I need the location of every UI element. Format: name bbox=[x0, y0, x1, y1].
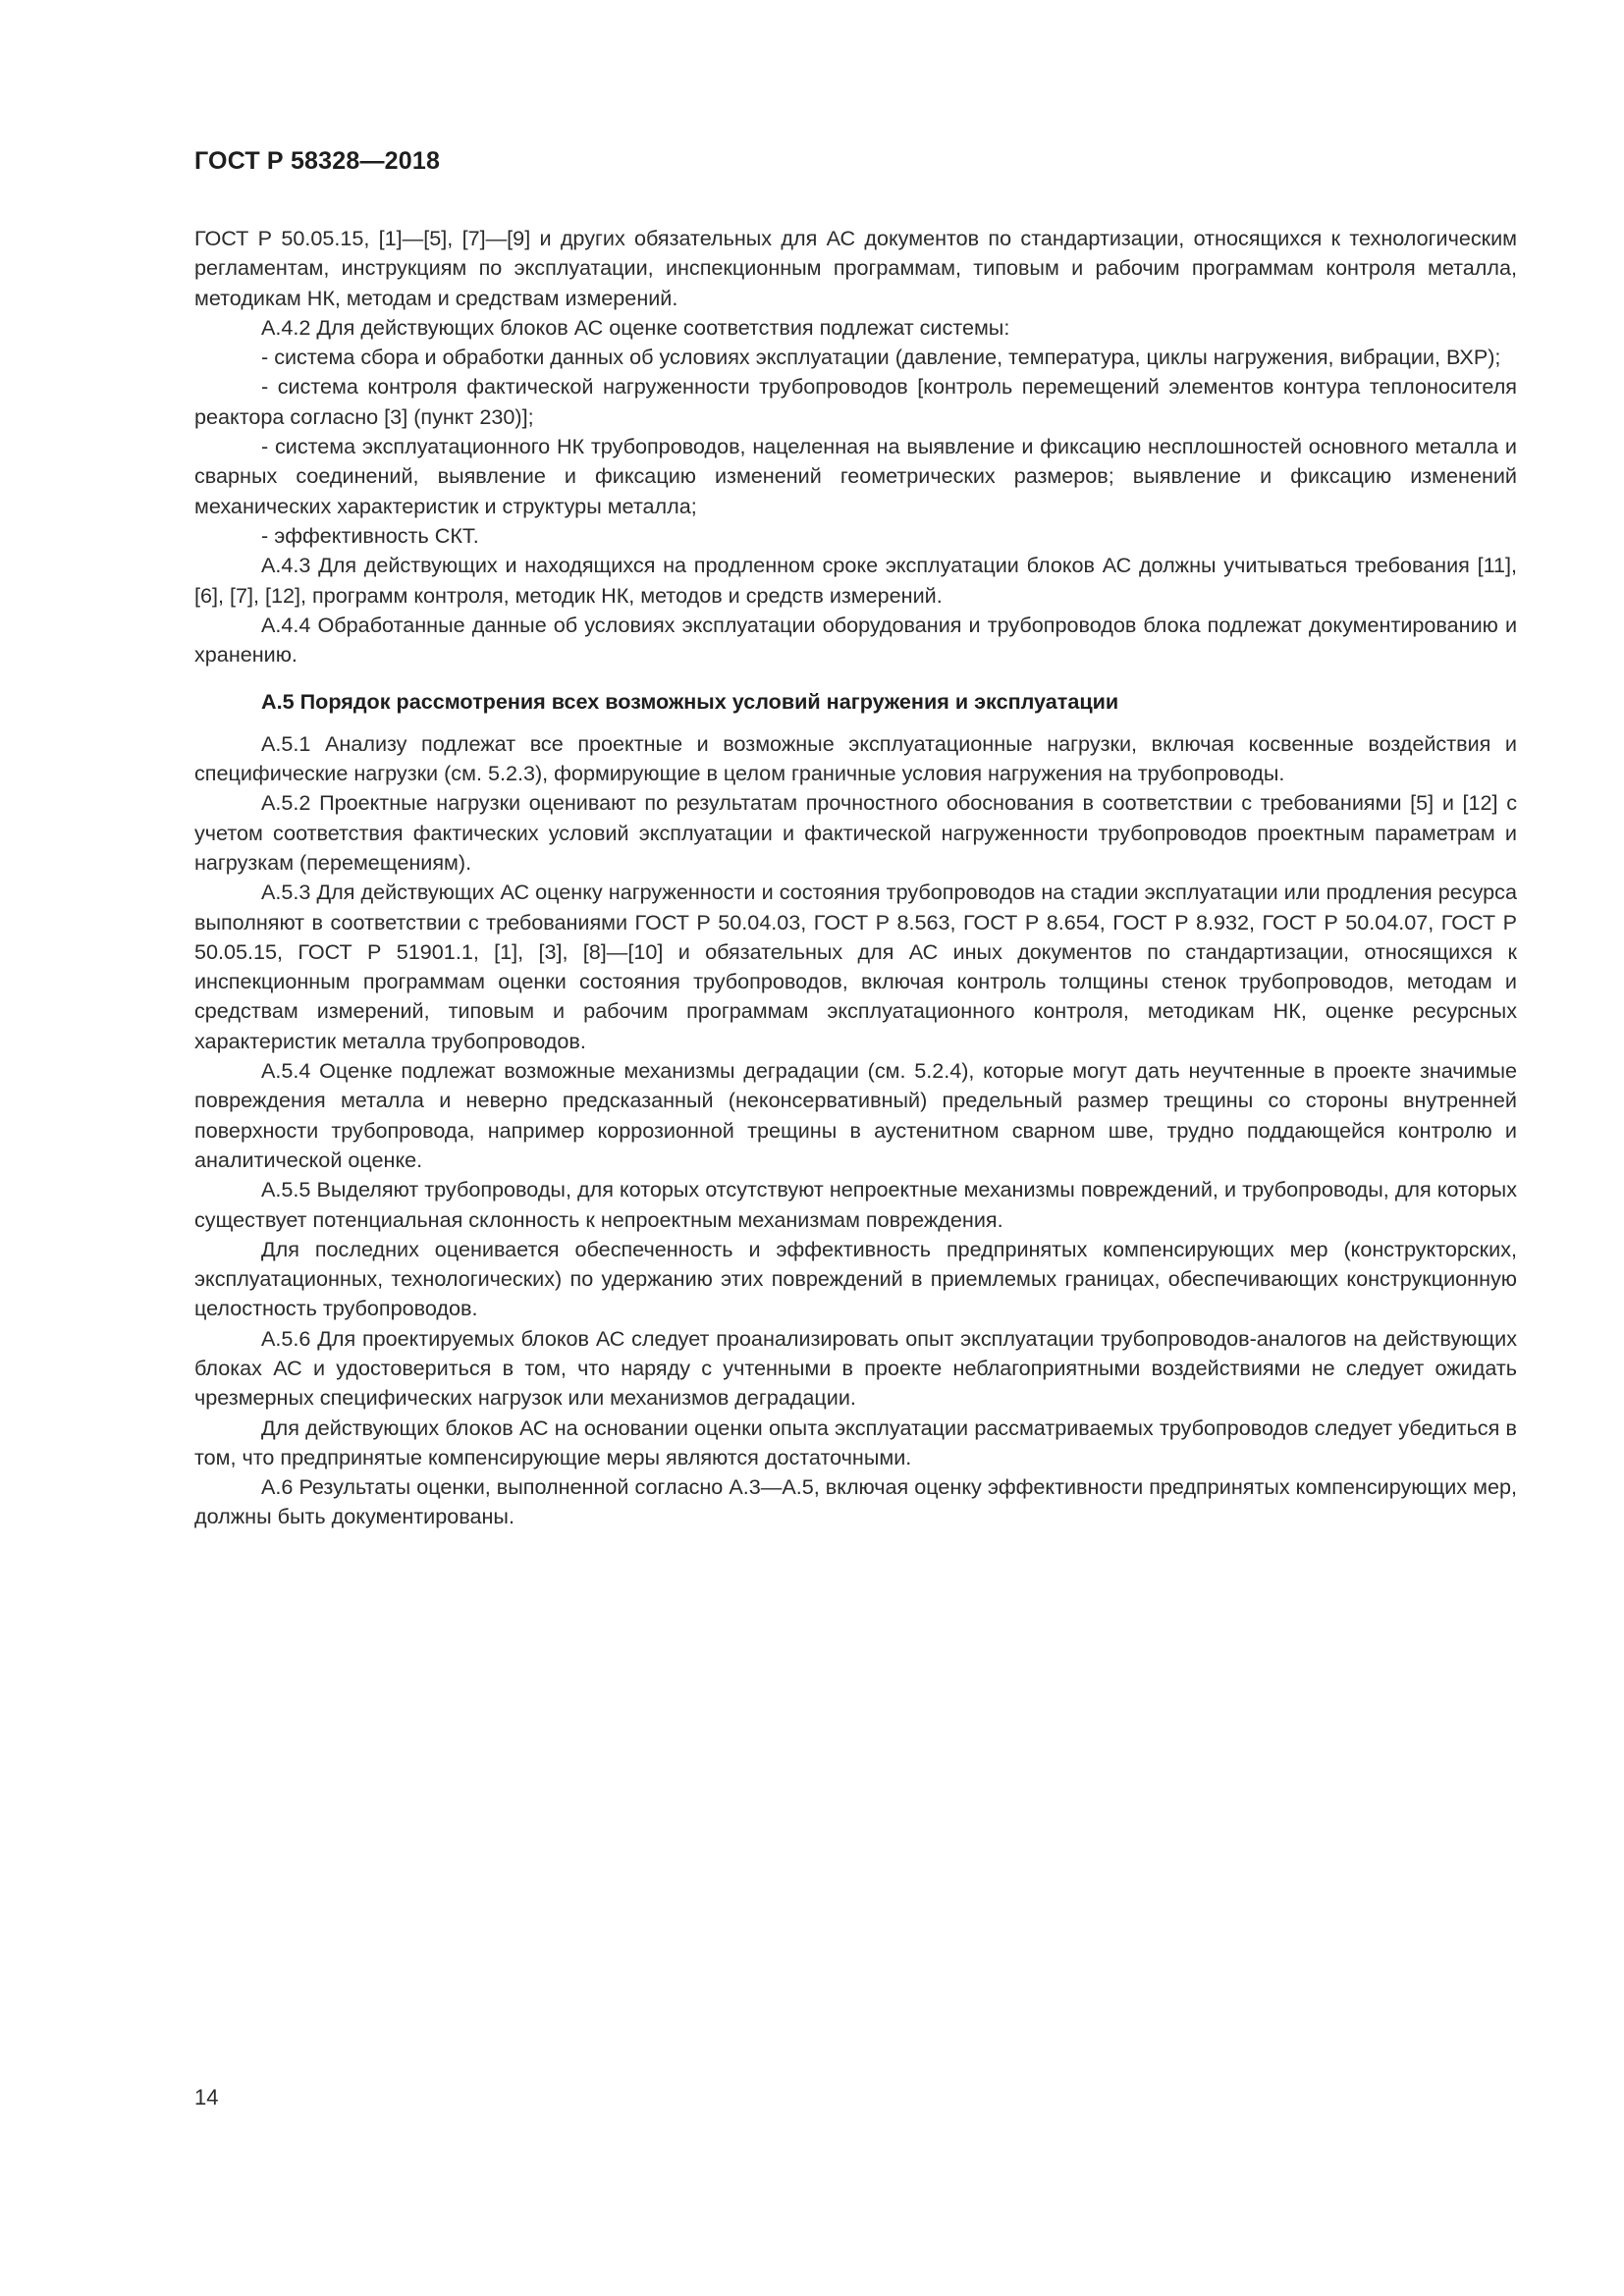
paragraph-a-5-5-continued: Для последних оценивается обеспеченность и эффективность предпринятых компенсирующих мер (конструкторских, эксплуатационных, технологических) по удержанию этих повреждений в приемлемых границах, обеспечивающих конструкционную целостность трубопроводов. bbox=[194, 1236, 1517, 1321]
paragraph-continuation: ГОСТ Р 50.05.15, [1]—[5], [7]—[9] и других обязательных для АС документов по стандартизации, относящихся к технологическим регламентам, инструкциям по эксплуатации, инспекционным программам, типовым и рабочим программам контроля металла, методикам НК, методам и средствам измерений. bbox=[194, 226, 1517, 310]
paragraph-a-5-6: А.5.6 Для проектируемых блоков АС следует проанализировать опыт эксплуатации трубопроводов-аналогов на действующих блоках АС и удостовериться в том, что наряду с учтенными в проекте неблагоприятными воздействиями не следует ожидать чрезмерных специфических нагрузок или механизмов деградации. bbox=[194, 1325, 1517, 1411]
list-item-load-control-system: - система контроля фактической нагруженности трубопроводов [контроль перемещений элементов контура теплоносителя реактора согласно [3] (пункт 230)]; bbox=[194, 374, 1517, 429]
list-item-data-collection-system: - система сбора и обработки данных об условиях эксплуатации (давление, температура, циклы нагружения, вибрации, ВХР); bbox=[261, 345, 1501, 370]
paragraph-a-5-4: А.5.4 Оценке подлежат возможные механизмы деградации (см. 5.2.4), которые могут дать неучтенные в проекте значимые повреждения металла и неверно предсказанный (неконсервативный) предельный размер трещины со стороны внутренней поверхности трубопровода, например коррозионной трещины в аустенитном сварном шве, трудно поддающейся контролю и аналитической оценке. bbox=[194, 1058, 1517, 1172]
paragraph-a-5-1: А.5.1 Анализу подлежат все проектные и возможные эксплуатационные нагрузки, включая косвенные воздействия и специфические нагрузки (см. 5.2.3), формирующие в целом граничные условия нагружения на трубопроводы. bbox=[194, 730, 1517, 786]
list-item-ndt-system: - система эксплуатационного НК трубопроводов, нацеленная на выявление и фиксацию несплошностей основного металла и сварных соединений, выявление и фиксацию изменений геометрических размеров; выявление и фиксацию изменений механических характеристик и структуры металла; bbox=[194, 434, 1517, 518]
paragraph-a-5-5: А.5.5 Выделяют трубопроводы, для которых отсутствуют непроектные механизмы повреждений, и трубопроводы, для которых существует потенциальная склонность к непроектным механизмам повреждения. bbox=[194, 1177, 1517, 1232]
paragraph-a-6: А.6 Результаты оценки, выполненной согласно А.3—А.5, включая оценку эффективности предпринятых компенсирующих мер, должны быть документированы. bbox=[194, 1474, 1517, 1529]
paragraph-a-4-4: А.4.4 Обработанные данные об условиях эксплуатации оборудования и трубопроводов блока подлежат документированию и хранению. bbox=[194, 612, 1517, 667]
paragraph-a-4-2: А.4.2 Для действующих блоков АС оценке соответствия подлежат системы: bbox=[261, 314, 1010, 340]
document-header-standard-number: ГОСТ Р 58328—2018 bbox=[194, 147, 441, 175]
section-heading-a-5: А.5 Порядок рассмотрения всех возможных условий нагружения и эксплуатации bbox=[261, 689, 1119, 715]
list-item-skt-efficiency: - эффективность СКТ. bbox=[261, 522, 479, 548]
paragraph-a-5-2: А.5.2 Проектные нагрузки оценивают по результатам прочностного обоснования в соответствии с требованиями [5] и [12] с учетом соответствия фактических условий эксплуатации и фактической нагруженности трубопроводов проектным параметрам и нагрузкам (перемещениям). bbox=[194, 790, 1517, 875]
paragraph-a-4-3: А.4.3 Для действующих и находящихся на продленном сроке эксплуатации блоков АС должны учитываться требования [11], [6], [7], [12], программ контроля, методик НК, методов и средств измерений. bbox=[194, 553, 1517, 608]
paragraph-a-5-6-continued: Для действующих блоков АС на основании оценки опыта эксплуатации рассматриваемых трубопроводов следует убедиться в том, что предпринятые компенсирующие меры являются достаточными. bbox=[194, 1415, 1517, 1469]
document-body bbox=[194, 224, 1517, 1532]
paragraph-a-5-3: А.5.3 Для действующих АС оценку нагруженности и состояния трубопроводов на стадии эксплуатации или продления ресурса выполняют в соответствии с требованиями ГОСТ Р 50.04.03, ГОСТ Р 8.563, ГОСТ Р 8.654, ГОСТ Р 8.932, ГОСТ Р 50.04.07, ГОСТ Р 50.05.15, ГОСТ Р 51901.1, [1], [3], [8]—[10] и обязательных для АС иных документов по стандартизации, относящихся к инспекционным программам оценки состояния трубопроводов, включая контроль толщины стенок трубопроводов, методам и средствам измерений, типовым и рабочим программам эксплуатационного контроля, методикам НК, оценке ресурсных характеристик металла трубопроводов. bbox=[194, 880, 1517, 1053]
page-number: 14 bbox=[194, 2085, 219, 2109]
